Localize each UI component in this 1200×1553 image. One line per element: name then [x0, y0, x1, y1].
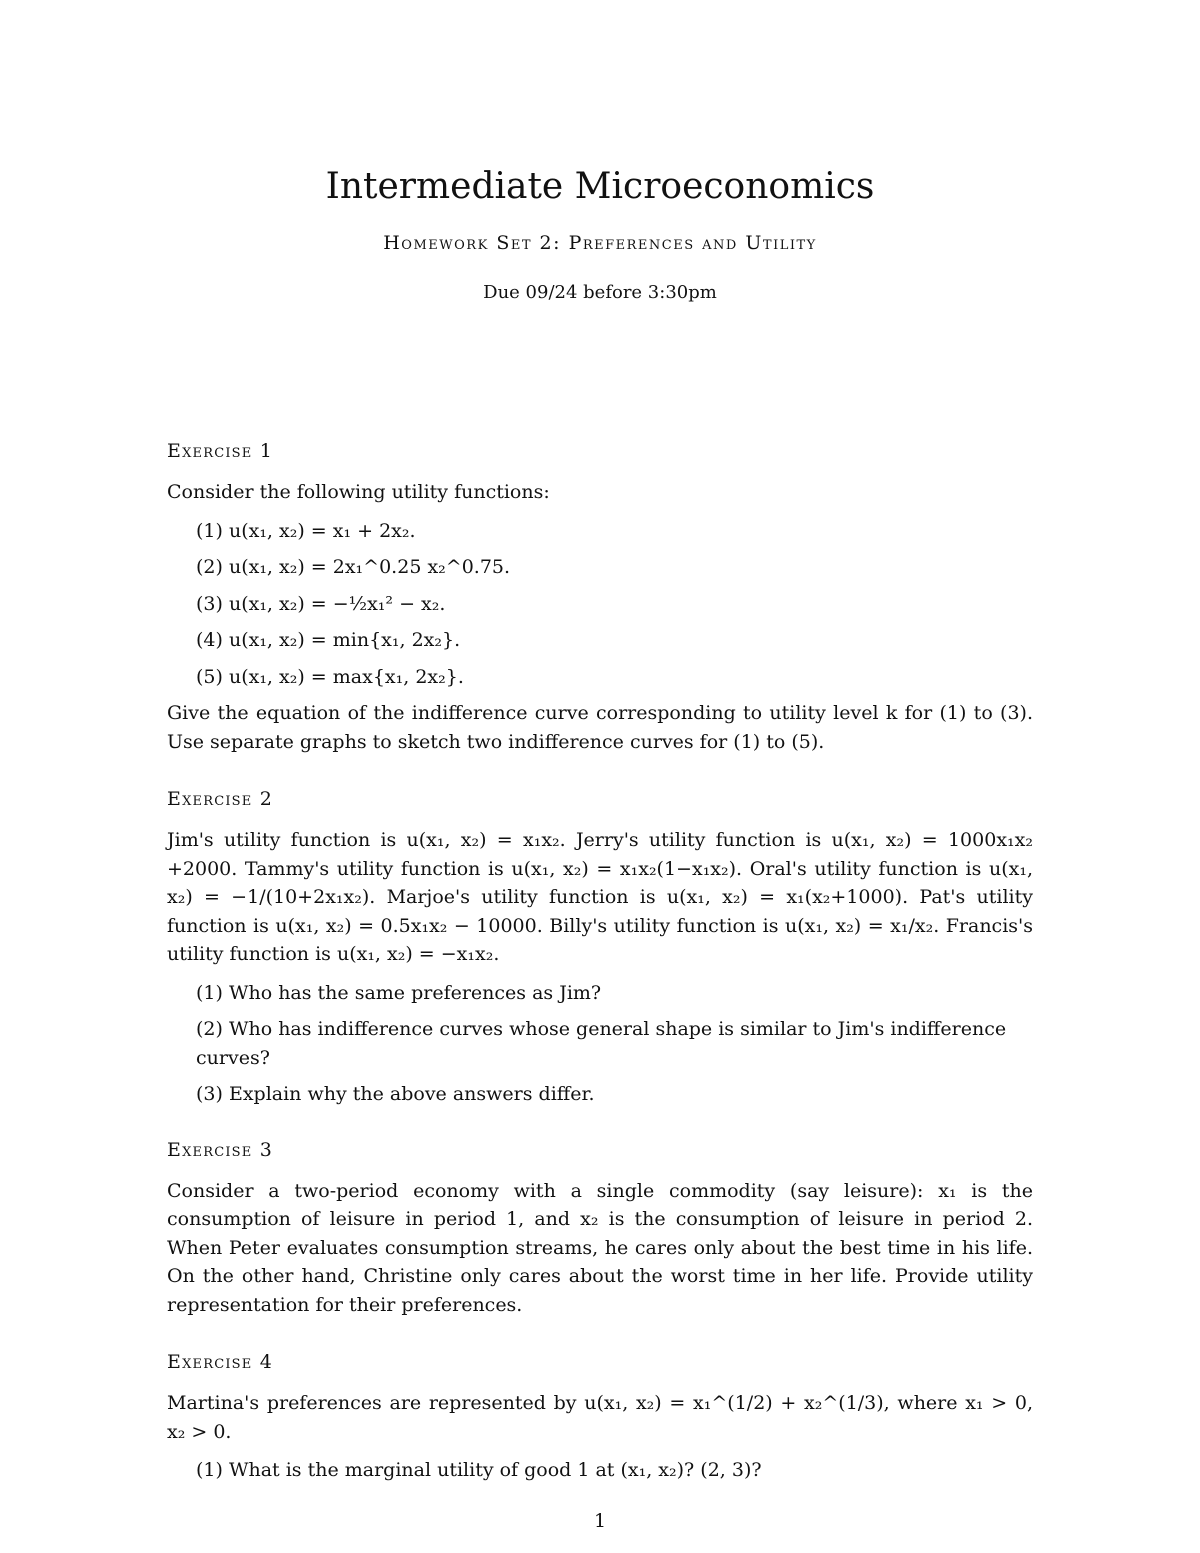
exercise-4-item-1: (1) What is the marginal utility of good 1 at (x₁, x₂)? (2, 3)? — [196, 1459, 762, 1481]
exercise-2-body: Jim's utility function is u(x₁, x₂) = x₁x₂. Jerry's utility function is u(x₁, x₂) = 1000x₁x₂ +2000. Tammy's utility function is u(x₁, x₂) = x₁x₂(1−x₁x₂). Oral's utility function is u(x₁, x₂) = −1/(10+2x₁x₂). Marjoe's utility function is u(x₁, x₂) = x₁(x₂+1000). Pat's utility function is u(x₁, x₂) = 0.5x₁x₂ − 10000. Billy's utility function is u(x₁, x₂) = x₁/x₂. Francis's utility function is u(x₁, x₂) = −x₁x₂. — [167, 829, 1033, 965]
exercise-4-heading: Exercise 4 — [167, 1351, 274, 1373]
due-date: Due 09/24 before 3:30pm — [483, 282, 717, 303]
exercise-3-heading: Exercise 3 — [167, 1138, 274, 1161]
document-title: Intermediate Microeconomics — [325, 166, 875, 207]
exercise-1-intro: Consider the following utility functions: — [167, 481, 550, 503]
exercise-1-item-2: (2) u(x₁, x₂) = 2x₁^0.25 x₂^0.75. — [196, 556, 511, 578]
exercise-1-item-4: (4) u(x₁, x₂) = min{x₁, 2x₂}. — [196, 629, 461, 651]
document-body — [167, 436, 1033, 1493]
page-number: 1 — [593, 1510, 607, 1532]
exercise-1-item-3: (3) u(x₁, x₂) = −½x₁² − x₂. — [196, 592, 446, 615]
document-subtitle: Homework Set 2: Preferences and Utility — [383, 232, 817, 254]
exercise-2-item-2: (2) Who has indifference curves whose general shape is similar to Jim's indifference curves? — [196, 1018, 1007, 1069]
exercise-1-item-1: (1) u(x₁, x₂) = x₁ + 2x₂. — [196, 519, 416, 542]
exercise-2-item-3: (3) Explain why the above answers differ. — [196, 1083, 595, 1105]
exercise-1-heading: Exercise 1 — [167, 440, 274, 462]
exercise-1-item-5: (5) u(x₁, x₂) = max{x₁, 2x₂}. — [196, 665, 464, 688]
exercise-3-body: Consider a two-period economy with a single commodity (say leisure): x₁ is the consumption of leisure in period 1, and x₂ is the consumption of leisure in period 2. When Peter evaluates consumption streams, he cares only about the best time in his life. On the other hand, Christine only cares about the worst time in her life. Provide utility representation for their preferences. — [167, 1179, 1033, 1316]
exercise-4-body: Martina's preferences are represented by u(x₁, x₂) = x₁^(1/2) + x₂^(1/3), where x₁ > 0, x₂ > 0. — [167, 1392, 1033, 1443]
exercise-2-item-1: (1) Who has the same preferences as Jim? — [196, 981, 602, 1004]
exercise-1-outro: Give the equation of the indifference curve corresponding to utility level k for (1) to (3). Use separate graphs to sketch two indifference curves for (1) to (5). — [167, 702, 1033, 753]
exercise-2-heading: Exercise 2 — [167, 788, 274, 810]
